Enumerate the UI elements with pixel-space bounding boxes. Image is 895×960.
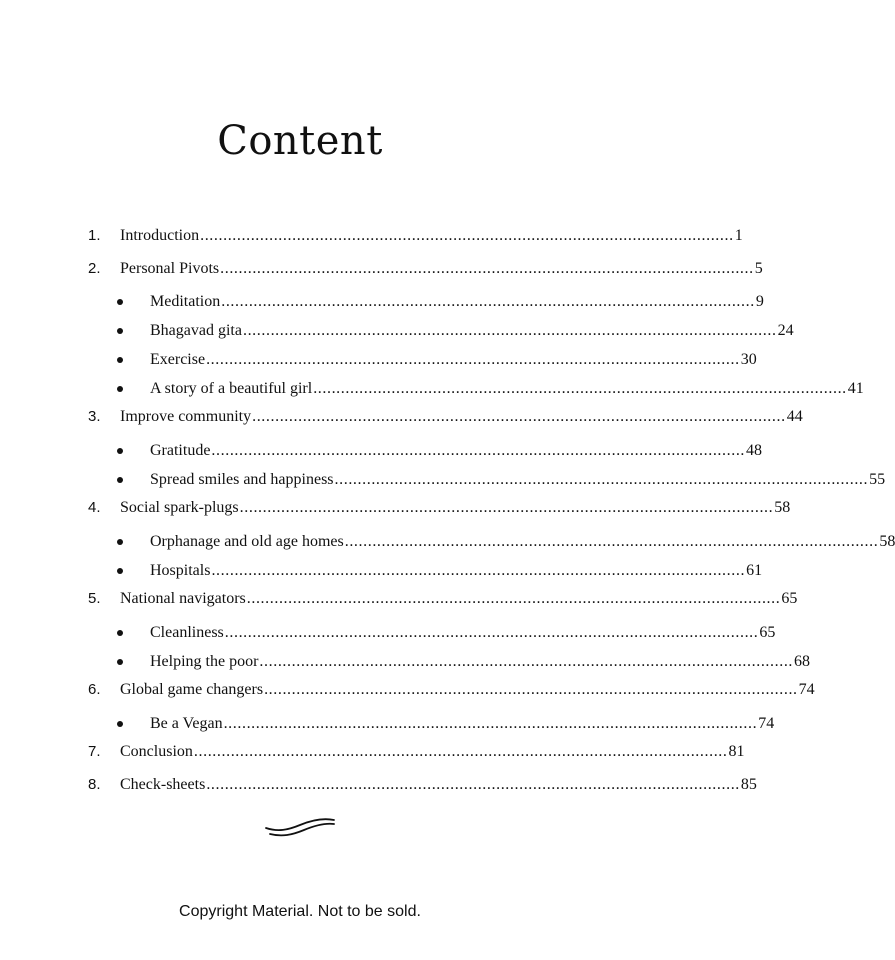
entry-page-number: 58 [774,499,791,516]
dot-leader: .................................................................................................................... [344,533,879,550]
entry-page-number: 44 [786,408,803,425]
entry-page-number: 1 [734,227,743,244]
bullet-icon [117,568,123,574]
entry-page-number: 41 [847,380,864,397]
copyright-notice: Copyright Material. Not to be sold. [179,903,421,920]
bullet-icon [117,477,123,483]
entry-page-number: 5 [754,260,763,277]
entry-number: 7. [88,743,101,760]
entry-label: Gratitude [150,442,211,459]
toc-entry[interactable] [0,349,757,371]
entry-label: Spread smiles and happiness [150,471,334,488]
entry-page-number: 61 [746,562,763,579]
entry-line [150,440,763,462]
dot-leader: .................................................................................................................... [200,227,734,244]
entry-page-number: 48 [746,442,763,459]
entry-label: Helping the poor [150,653,259,670]
bullet-icon [117,299,123,305]
entry-line [120,774,757,796]
entry-page-number: 58 [879,533,895,550]
dot-leader: .................................................................................................................... [242,322,777,339]
toc-entry[interactable] [0,651,811,673]
entry-line [120,741,745,763]
entry-label: A story of a beautiful girl [150,380,313,397]
entry-line [120,588,798,610]
entry-page-number: 68 [794,653,811,670]
toc-entry[interactable] [0,440,763,462]
dot-leader: .................................................................................................................... [220,260,754,277]
entry-page-number: 55 [869,471,886,488]
dot-leader: .................................................................................................................... [334,471,869,488]
toc-entry[interactable] [0,713,775,735]
dot-leader: .................................................................................................................... [239,499,774,516]
dot-leader: .................................................................................................................... [211,442,746,459]
entry-label: Exercise [150,351,206,368]
entry-line [120,406,803,428]
entry-line [150,349,757,371]
entry-label: Meditation [150,293,221,310]
entry-line [150,713,775,735]
toc-entry[interactable] [0,291,764,313]
entry-page-number: 65 [781,590,798,607]
entry-line [150,320,794,342]
entry-label: Hospitals [150,562,211,579]
entry-number: 4. [88,499,101,516]
entry-label: Introduction [120,227,200,244]
entry-page-number: 30 [740,351,757,368]
dot-leader: .................................................................................................................... [221,293,755,310]
dot-leader: .................................................................................................................... [193,743,728,760]
dot-leader: .................................................................................................................... [206,776,740,793]
bullet-icon [117,448,123,454]
page-title: Content [217,118,383,164]
dot-leader: .................................................................................................................... [264,681,798,698]
toc-entry[interactable] [0,378,864,400]
entry-label: Check-sheets [120,776,206,793]
bullet-icon [117,630,123,636]
entry-label: Cleanliness [150,624,224,641]
entry-line [150,651,811,673]
entry-label: Global game changers [120,681,264,698]
bullet-icon [117,721,123,727]
dot-leader: .................................................................................................................... [224,624,759,641]
dot-leader: .................................................................................................................... [246,590,781,607]
dot-leader: .................................................................................................................... [211,562,746,579]
entry-line [150,291,764,313]
bullet-icon [117,386,123,392]
toc-entry[interactable] [0,225,743,247]
toc-entry[interactable] [0,741,745,763]
toc-entry[interactable] [0,531,895,553]
bullet-icon [117,539,123,545]
dot-leader: .................................................................................................................... [206,351,740,368]
entry-number: 6. [88,681,101,698]
bullet-icon [117,659,123,665]
bullet-icon [117,328,123,334]
entry-page-number: 65 [759,624,776,641]
entry-label: National navigators [120,590,246,607]
entry-label: Orphanage and old age homes [150,533,344,550]
entry-label: Personal Pivots [120,260,220,277]
entry-line [120,258,763,280]
entry-line [120,225,743,247]
entry-line [150,560,763,582]
toc-entry[interactable] [0,560,763,582]
entry-label: Improve community [120,408,252,425]
entry-number: 2. [88,260,101,277]
entry-number: 1. [88,227,101,244]
entry-page-number: 81 [728,743,745,760]
double-wave-flourish-icon [264,814,336,840]
toc-entry[interactable] [0,497,791,519]
entry-line [150,622,776,644]
entry-line [150,531,895,553]
toc-entry[interactable] [0,774,757,796]
toc-entry[interactable] [0,406,803,428]
entry-number: 3. [88,408,101,425]
toc-entry[interactable] [0,469,886,491]
toc-entry[interactable] [0,588,798,610]
bullet-icon [117,357,123,363]
entry-label: Conclusion [120,743,193,760]
entry-line [150,469,886,491]
toc-entry[interactable] [0,622,776,644]
entry-number: 8. [88,776,101,793]
dot-leader: .................................................................................................................... [223,715,758,732]
entry-number: 5. [88,590,101,607]
toc-entry[interactable] [0,320,794,342]
dot-leader: .................................................................................................................... [259,653,794,670]
entry-line [120,497,791,519]
entry-line [150,378,864,400]
entry-page-number: 85 [740,776,757,793]
dot-leader: .................................................................................................................... [313,380,847,397]
entry-page-number: 74 [758,715,775,732]
toc-entry[interactable] [0,258,763,280]
entry-label: Bhagavad gita [150,322,242,339]
entry-line [120,679,815,701]
entry-page-number: 24 [777,322,794,339]
entry-label: Be a Vegan [150,715,223,732]
entry-label: Social spark-plugs [120,499,239,516]
entry-page-number: 9 [755,293,764,310]
toc-entry[interactable] [0,679,815,701]
dot-leader: .................................................................................................................... [252,408,786,425]
entry-page-number: 74 [798,681,815,698]
